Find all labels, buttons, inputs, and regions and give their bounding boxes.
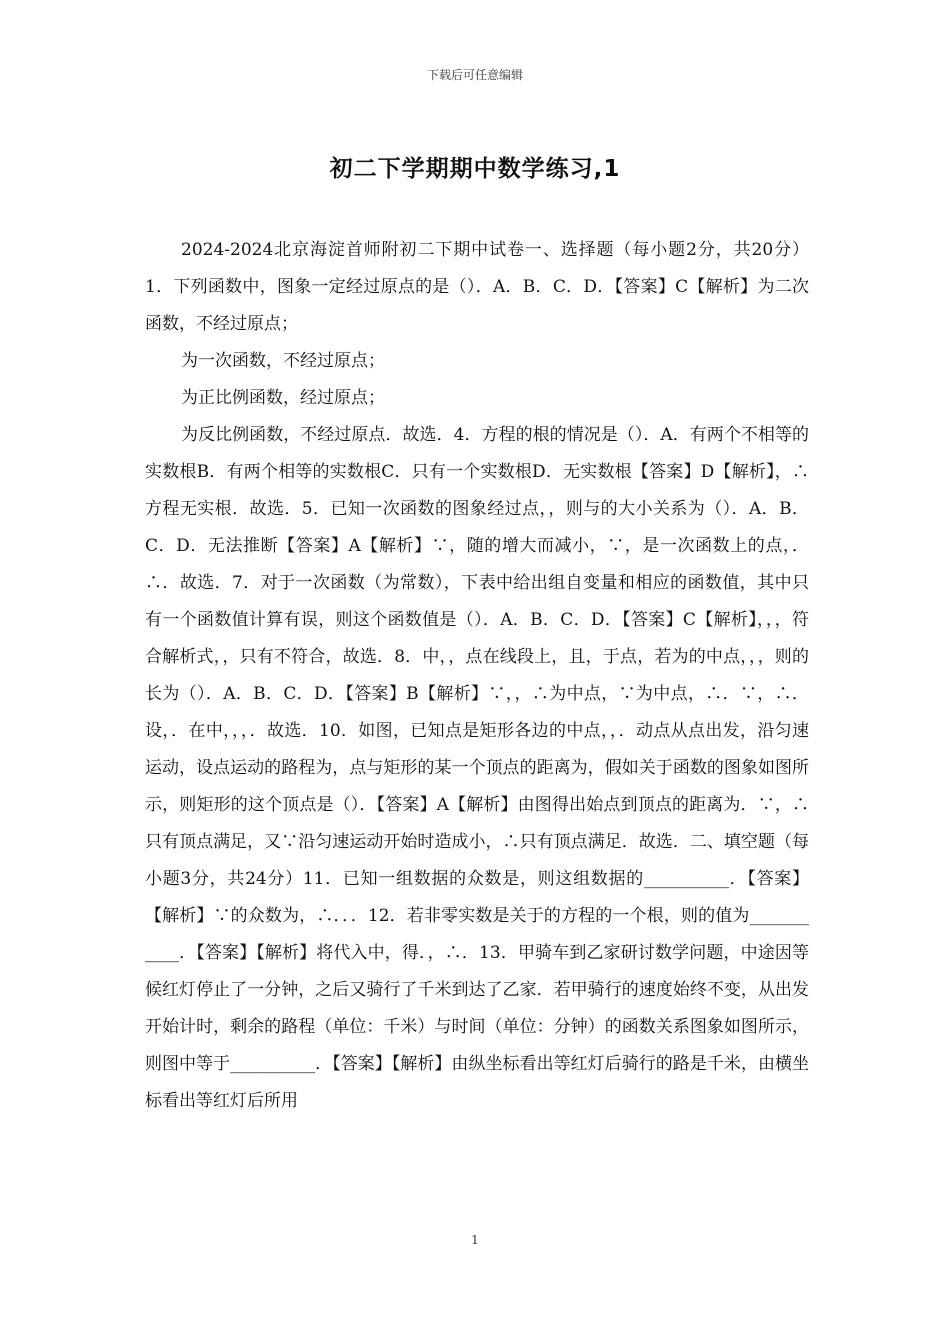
paragraph: 为一次函数，不经过原点； — [181, 351, 385, 371]
paragraph: 为正比例函数，经过原点； — [181, 388, 385, 408]
document-body — [145, 232, 809, 1120]
paragraph: 为反比例函数，不经过原点．故选．4．方程的根的情况是（）．A．有两个不相等的实数根B．有两个相等的实数根C．只有一个实数根D．无实数根【答案】D【解析】，∴方程无实根．故选．5．已知一次函数的图象经过点，，则与的大小关系为（）．A．B．C．D．无法推断【答案】A【解析】∵，随的增大而减小，∵，是一次函数上的点，．∴．故选．7．对于一次函数（为常数），下表中给出组自变量和相应的函数值，其中只有一个函数值计算有误，则这个函数值是（）．A．B．C．D．【答案】C【解析】，，，符合解析式，，只有不符合，故选．8．中，，点在线段上，且，于点，若为的中点，，，则的长为（）．A．B．C．D．【答案】B【解析】∵，，∴为中点，∵为中点，∴．∵，∴．设，．在中，，，．故选．10．如图，已知点是矩形各边的中点，，．动点从点出发，沿匀速运动，设点运动的路程为，点与矩形的某一个顶点的距离为，假如关于函数的图象如图所示，则矩形的这个顶点是（）．【答案】A【解析】由图得出始点到顶点的距离为．∵，∴只有顶点满足，又∵沿匀速运动开始时造成小，∴只有顶点满足．故选．二、填空题（每小题3分，共24分）11．已知一组数据的众数是，则这组数据的__________．【答案】【解析】∵的众数为，∴．．．12．若非零实数是关于的方程的一个根，则的值为___________．【答案】【解析】将代入中，得．，∴．13．甲骑车到乙家研讨数学问题，中途因等候红灯停止了一分钟，之后又骑行了千米到达了乙家．若甲骑行的速度始终不变，从出发开始计时，剩余的路程（单位：千米）与时间（单位：分钟）的函数关系图象如图所示，则图中等于__________．【答案】【解析】由纵坐标看出等红灯后骑行的路是千米，由横坐标看出等红灯后所用 — [145, 425, 809, 1111]
page-number: 1 — [471, 1233, 479, 1247]
page-header-note: 下载后可任意编辑 — [426, 68, 523, 82]
page-title: 初二下学期期中数学练习,1 — [329, 156, 621, 182]
paragraph: 2024-2024北京海淀首师附初二下期中试卷一、选择题（每小题2分，共20分）1．下列函数中，图象一定经过原点的是（）．A．B．C．D．【答案】C【解析】为二次函数，不经过原点； — [145, 240, 809, 334]
